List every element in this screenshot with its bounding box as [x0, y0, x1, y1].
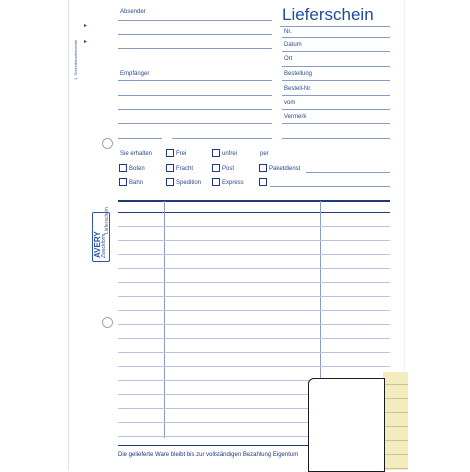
- field-bestellung-label: Bestellung: [284, 71, 313, 77]
- address-line[interactable]: [118, 48, 272, 49]
- field-datum-label: Datum: [284, 42, 302, 48]
- option-bahn-label: Bahn: [129, 180, 144, 186]
- brand-sub: Zweckform: [101, 233, 107, 258]
- other-line[interactable]: [270, 186, 390, 187]
- footer-retention-text: [118, 452, 298, 458]
- option-boten-label: Boten: [129, 166, 145, 172]
- field-ort-line[interactable]: [282, 66, 390, 67]
- per-label: per: [260, 151, 269, 157]
- checkbox-express[interactable]: [212, 178, 220, 186]
- checkbox-bahn[interactable]: [119, 178, 127, 186]
- table-row-line[interactable]: [118, 282, 390, 283]
- field-nr-label: Nr.: [284, 29, 292, 35]
- field-bestellung-line[interactable]: [282, 80, 390, 81]
- table-row-line[interactable]: [118, 240, 390, 241]
- recipient-label: Empfänger: [120, 71, 150, 77]
- field-vermerk-label: Vermerk: [284, 114, 307, 120]
- form-vertical-label: Lieferschein: [104, 207, 110, 234]
- table-header-border: [118, 212, 390, 213]
- checkbox-fracht[interactable]: [166, 164, 174, 172]
- table-column-divider: [164, 201, 165, 438]
- table-row-line[interactable]: [118, 324, 390, 325]
- table-row-line[interactable]: [118, 352, 390, 353]
- checkbox-frei[interactable]: [166, 149, 174, 157]
- option-frei-label: Frei: [176, 151, 187, 157]
- carbon-copy-line: [383, 398, 408, 399]
- recipient-line[interactable]: [118, 80, 272, 81]
- sender-label: Absender: [120, 9, 146, 15]
- field-vom-label: vom: [284, 100, 296, 106]
- margin-arrow-icon: ▸: [84, 39, 88, 45]
- option-express-label: Express: [222, 180, 244, 186]
- option-fracht-label: Fracht: [176, 166, 194, 172]
- field-nr-line[interactable]: [282, 37, 390, 38]
- carbon-copy-line: [383, 454, 408, 455]
- form-title: Lieferschein: [282, 5, 374, 24]
- carbon-copy-line: [383, 384, 408, 385]
- carbon-copy-line: [383, 412, 408, 413]
- option-post-label: Post: [222, 166, 235, 172]
- carbon-copy-line: [383, 426, 408, 427]
- table-row-line[interactable]: [118, 296, 390, 297]
- received-label: Sie erhalten: [120, 151, 153, 157]
- table-top-border: [118, 200, 390, 202]
- margin-arrow-icon: ▸: [84, 23, 88, 29]
- carbon-copy-sheet: [383, 372, 408, 470]
- field-bestellnr-line[interactable]: [282, 95, 390, 96]
- address-line[interactable]: [118, 34, 272, 35]
- field-vermerk-line[interactable]: [282, 123, 390, 124]
- checkbox-paketdienst[interactable]: [259, 164, 267, 172]
- checkbox-spedition[interactable]: [166, 178, 174, 186]
- punch-hole-bottom: [102, 317, 113, 328]
- brand-name: AVERY: [93, 231, 102, 258]
- field-vom-line[interactable]: [282, 109, 390, 110]
- table-row-line[interactable]: [118, 338, 390, 339]
- recipient-line[interactable]: [118, 95, 272, 96]
- table-row-line[interactable]: [118, 310, 390, 311]
- recipient-line-long[interactable]: [172, 138, 272, 139]
- carbon-copy-line: [383, 440, 408, 441]
- side-margin-text: 1. Schreibmarkenende: [73, 39, 78, 80]
- checkbox-unfrei[interactable]: [212, 149, 220, 157]
- field-vermerk-line-2[interactable]: [282, 138, 390, 139]
- punch-hole-top: [102, 138, 113, 149]
- checkbox-boten[interactable]: [119, 164, 127, 172]
- recipient-line-short[interactable]: [118, 138, 162, 139]
- recipient-line[interactable]: [118, 109, 272, 110]
- recipient-line[interactable]: [118, 123, 272, 124]
- paketdienst-line[interactable]: [306, 172, 390, 173]
- page-curl[interactable]: [308, 378, 385, 472]
- checkbox-post[interactable]: [212, 164, 220, 172]
- field-ort-label: Ort: [284, 56, 293, 62]
- table-row-line[interactable]: [118, 366, 390, 367]
- carbon-copy-line: [383, 468, 408, 469]
- title-underline: [280, 26, 390, 27]
- field-datum-line[interactable]: [282, 51, 390, 52]
- option-paketdienst-label: Paketdienst: [269, 166, 301, 172]
- field-bestellnr-label: Bestell-Nr.: [284, 86, 312, 92]
- sender-line[interactable]: [118, 20, 272, 21]
- table-row-line[interactable]: [118, 254, 390, 255]
- footer-text-left: Die gelieferte Ware bleibt bis zur vollständigen Bezahlung Eigentum: [118, 452, 299, 458]
- checkbox-other[interactable]: [259, 178, 267, 186]
- table-row-line[interactable]: [118, 268, 390, 269]
- option-unfrei-label: unfrei: [222, 151, 238, 157]
- table-row-line[interactable]: [118, 226, 390, 227]
- option-spedition-label: Spedition: [176, 180, 202, 186]
